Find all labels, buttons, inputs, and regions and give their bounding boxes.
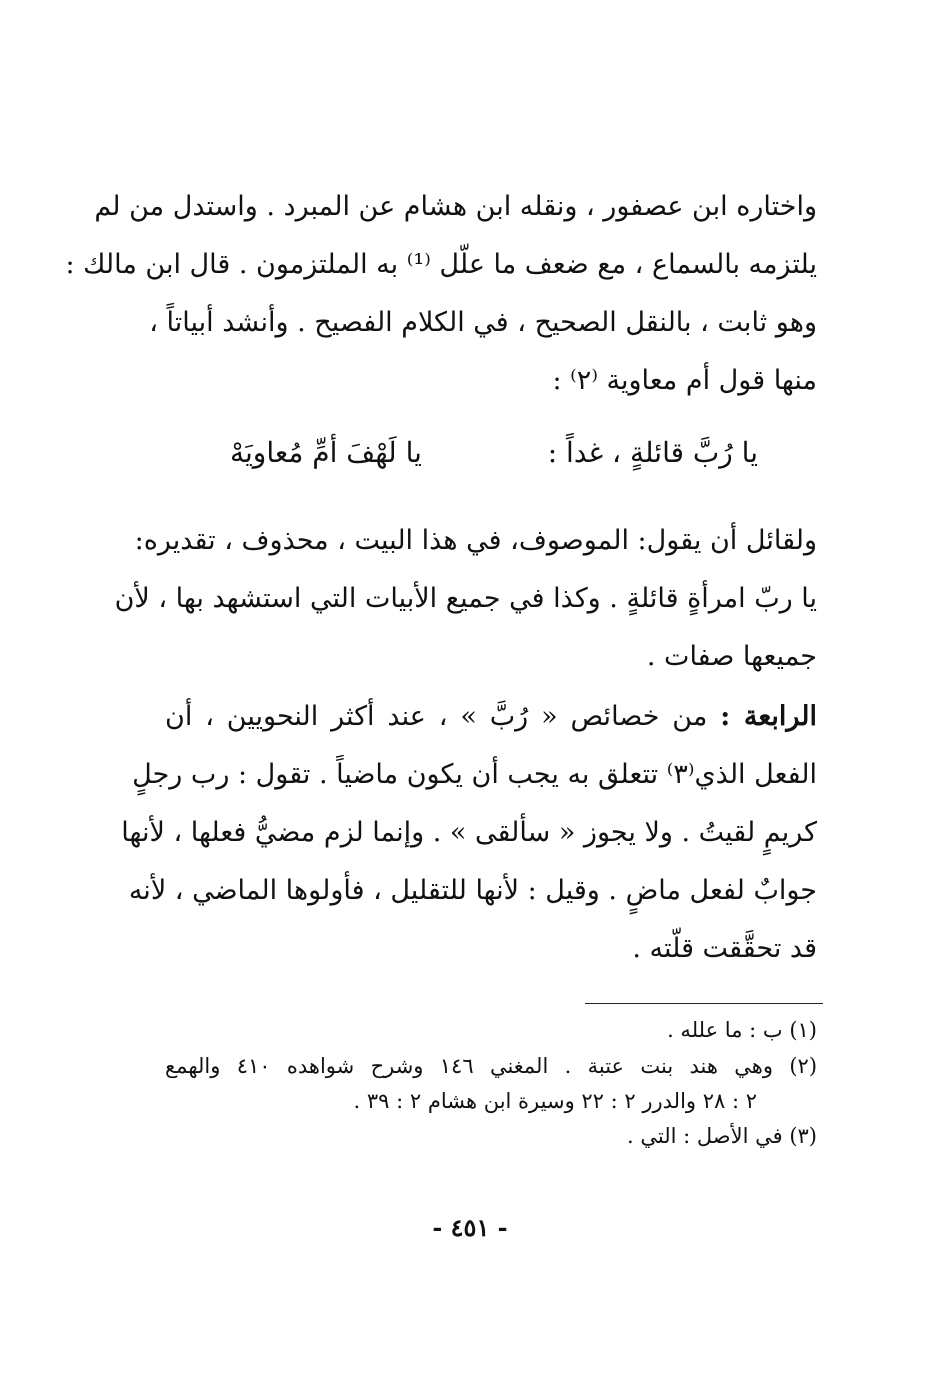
paragraph-1 — [65, 178, 817, 410]
paragraph-2 — [114, 512, 817, 686]
verse-hemistich-2: يا لَهْفَ أمِّ مُعاويَهْ — [230, 436, 422, 469]
text-line: قد تحقَّقت قلّته . — [632, 933, 817, 964]
footnotes — [165, 1012, 817, 1154]
poetry-verse — [230, 422, 758, 484]
paragraph-3 — [121, 688, 817, 978]
text-line: الفعل الذي⁽٣⁾ تتعلق به يجب أن يكون ماضياً . تقول : رب رجلٍ — [132, 759, 817, 790]
text-line: وهو ثابت ، بالنقل الصحيح ، في الكلام الفصيح . وأنشد أبياتاً ، — [149, 307, 817, 338]
text-segment: من خصائص « رُبَّ » ، عند أكثر النحويين ، أن — [165, 701, 721, 732]
text-line: يا ربّ امرأةٍ قائلةٍ . وكذا في جميع الأبيات التي استشهد بها ، لأن — [114, 583, 817, 614]
footnote-3: (٣) في الأصل : التي . — [627, 1124, 817, 1148]
verse-hemistich-1: يا رُبَّ قائلةٍ ، غداً : — [547, 436, 758, 469]
section-lead: الرابعة : — [720, 701, 817, 732]
text-line: يلتزمه بالسماع ، مع ضعف ما علّل ⁽¹⁾ به الملتزمون . قال ابن مالك : — [65, 249, 817, 280]
text-line: كريمٍ لقيتُ . ولا يجوز « سألقى » . وإنما لزم مضيُّ فعلها ، لأنها — [121, 817, 817, 848]
footnote-2: (٢) وهي هند بنت عتبة . المغني ١٤٦ وشرح شواهده ٤١٠ والهمع — [165, 1054, 818, 1078]
text-line: جميعها صفات . — [646, 641, 817, 672]
text-line: منها قول أم معاوية ⁽٢⁾ : — [552, 365, 817, 396]
footnote-2-continued: ٢ : ٢٨ والدرر ٢ : ٢٢ وسيرة ابن هشام ٢ : ٣٩ . — [353, 1089, 757, 1113]
footnote-1: (١) ب : ما علله . — [667, 1018, 817, 1042]
page-number: - ٤٥١ - — [432, 1213, 508, 1242]
text-line: واختاره ابن عصفور ، ونقله ابن هشام عن المبرد . واستدل من لم — [94, 191, 817, 222]
text-line: ولقائل أن يقول: الموصوف، في هذا البيت ، محذوف ، تقديره: — [134, 525, 817, 556]
text-line: جوابٌ لفعل ماضٍ . وقيل : لأنها للتقليل ، فأولوها الماضي ، لأنه — [128, 875, 817, 906]
text-line — [165, 688, 817, 746]
footnote-separator — [585, 1003, 823, 1004]
